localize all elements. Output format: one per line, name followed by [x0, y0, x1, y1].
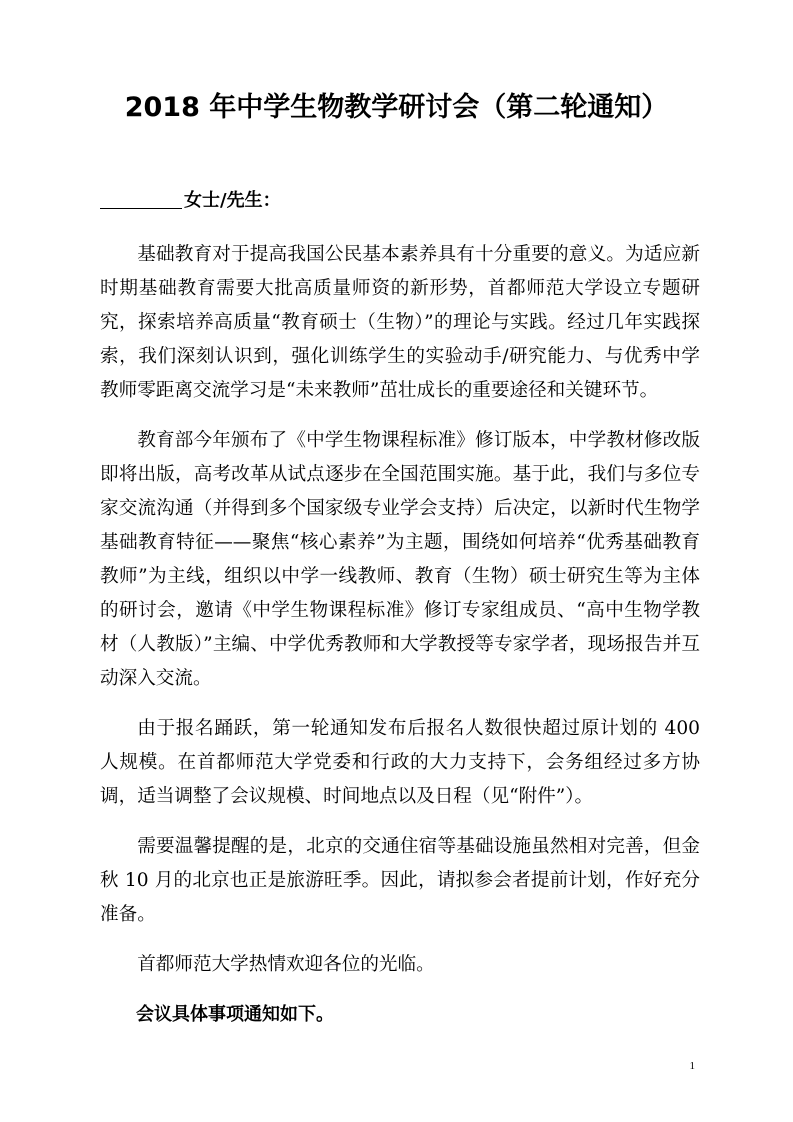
salutation-text: 女士/先生： — [184, 190, 281, 211]
closing-line: 会议具体事项通知如下。 — [136, 1004, 334, 1025]
salutation-line — [100, 186, 281, 216]
document-body — [100, 238, 700, 1048]
paragraph-adjustment: 由于报名踊跃，第一轮通知发布后报名人数很快超过原计划的 400 人规模。在首都师范大学党委和行政的大力支持下，会务组经过多方协调，适当调整了会议规模、时间地点以及日程（见“附件”）。 — [100, 718, 700, 807]
page-number: 1 — [689, 1060, 695, 1072]
paragraph-intro: 基础教育对于提高我国公民基本素养具有十分重要的意义。为适应新时期基础教育需要大批高质量师资的新形势，首都师范大学设立专题研究，探索培养高质量“教育硕士（生物）”的理论与实践。经过几年实践探索，我们深刻认识到，强化训练学生的实验动手/研究能力、与优秀中学教师零距离交流学习是“未来教师”茁壮成长的重要途径和关键环节。 — [100, 244, 700, 401]
paragraph-reminder: 需要温馨提醒的是，北京的交通住宿等基础设施虽然相对完善，但金秋 10 月的北京也正是旅游旺季。因此，请拟参会者提前计划，作好充分准备。 — [100, 836, 700, 925]
document-title: 2018 年中学生物教学研讨会（第二轮通知） — [124, 92, 669, 123]
name-blank-underline — [100, 188, 182, 209]
paragraph-welcome: 首都师范大学热情欢迎各位的光临。 — [137, 954, 435, 975]
paragraph-background: 教育部今年颁布了《中学生物课程标准》修订版本，中学教材修改版即将出版，高考改革从试点逐步在全国范围实施。基于此，我们与多位专家交流沟通（并得到多个国家级专业学会支持）后决定，以新时代生物学基础教育特征——聚焦“核心素养”为主题，围绕如何培养“优秀基础教育教师”为主线，组织以中学一线教师、教育（生物）硕士研究生等为主体的研讨会，邀请《中学生物课程标准》修订专家组成员、“高中生物学教材（人教版）”主编、中学优秀教师和大学教授等专家学者，现场报告并互动深入交流。 — [100, 430, 700, 689]
